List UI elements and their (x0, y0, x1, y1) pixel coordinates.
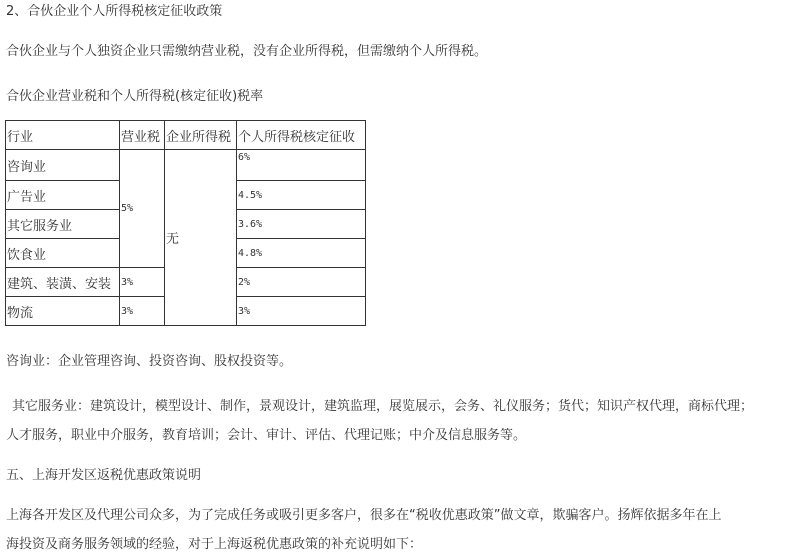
industry-cell: 饮食业 (6, 239, 120, 268)
pit-rate-cell: 3.6% (237, 210, 366, 239)
pit-rate-cell: 2% (237, 268, 366, 297)
pit-rate-cell: 4.5% (237, 181, 366, 210)
section-5-paragraph-line-2: 海投资及商务服务领域的经验，对于上海返税优惠政策的补充说明如下： (6, 537, 423, 552)
business-tax-merged-cell: 5% (120, 150, 165, 268)
industry-cell: 建筑、装潢、安装 (6, 268, 120, 297)
corporate-income-tax-merged-cell: 无 (165, 150, 237, 326)
pit-rate-cell: 6% (237, 150, 366, 181)
consulting-note: 咨询业：企业管理咨询、投资咨询、股权投资等。 (6, 354, 293, 369)
industry-cell: 咨询业 (6, 150, 120, 181)
industry-cell: 广告业 (6, 181, 120, 210)
section-5-paragraph-line-1: 上海各开发区及代理公司众多，为了完成任务或吸引更多客户，很多在“税收优惠政策”做文章，欺骗客户。扬辉依据多年在上 (6, 508, 722, 523)
pit-rate-cell: 3% (237, 297, 366, 326)
table-row (6, 150, 366, 181)
header-business-tax: 营业税 (120, 121, 165, 150)
header-corporate-income-tax: 企业所得税 (165, 121, 237, 150)
industry-cell: 其它服务业 (6, 210, 120, 239)
header-personal-income-tax: 个人所得税核定征收 (237, 121, 366, 150)
section-2-heading: 2、合伙企业个人所得税核定征收政策 (6, 4, 223, 19)
section-5-heading: 五、上海开发区返税优惠政策说明 (6, 468, 202, 483)
header-industry: 行业 (6, 121, 120, 150)
pit-rate-cell: 4.8% (237, 239, 366, 268)
tax-rate-table (5, 120, 366, 326)
industry-cell: 物流 (6, 297, 120, 326)
partnership-tax-paragraph: 合伙企业与个人独资企业只需缴纳营业税，没有企业所得税，但需缴纳个人所得税。 (6, 44, 488, 59)
business-tax-cell: 3% (120, 268, 165, 297)
business-tax-cell: 3% (120, 297, 165, 326)
other-services-note-line-1: 其它服务业：建筑设计，模型设计、制作，景观设计，建筑监理，展览展示，会务、礼仪服务；货代；知识产权代理，商标代理； (12, 399, 754, 414)
table-title: 合伙企业营业税和个人所得税(核定征收)税率 (6, 89, 264, 104)
table-header-row (6, 121, 366, 150)
other-services-note-line-2: 人才服务，职业中介服务，教育培训；会计、审计、评估、代理记账；中介及信息服务等。 (6, 428, 527, 443)
